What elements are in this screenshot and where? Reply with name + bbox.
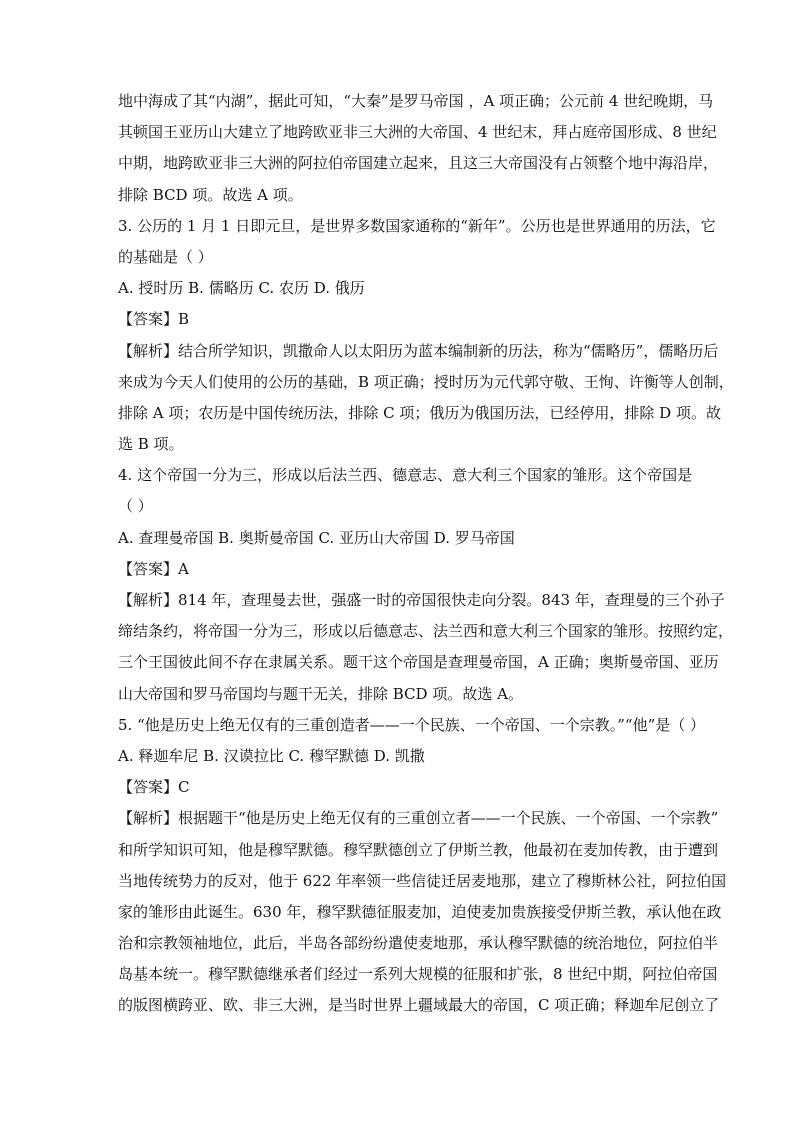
question-text: 3. 公历的 1 月 1 日即元旦，是世界多数国家通称的“新年”。公历也是世界通用的历法，它 [118,216,716,235]
document-page [118,86,734,1022]
question-text: 的基础是（ ） [118,247,213,266]
text-line: 地中海成了其“内湖”，据此可知，“大秦”是罗马帝国 ，A 项正确；公元前 4 世纪晚期，马 [118,92,714,110]
analysis-text: 缔结条约，将帝国一分为三，形成以后德意志、法兰西和意大利三个国家的雏形。按照约定， [118,622,734,641]
answer-options: A. 查理曼帝国 B. 奥斯曼帝国 C. 亚历山大帝国 D. 罗马帝国 [118,528,515,547]
answer-options: A. 释迦牟尼 B. 汉谟拉比 C. 穆罕默德 D. 凯撒 [118,746,425,765]
analysis-text: 来成为今天人们使用的公历的基础，B 项正确；授时历为元代郭守敬、王恂、许衡等人创制， [118,372,734,391]
analysis-text: 家的雏形由此诞生。630 年，穆罕默德征服麦加，迫使麦加贵族接受伊斯兰教，承认他在政 [118,902,722,921]
analysis-text: 当地传统势力的反对，他于 622 年率领一些信徒迁居麦地那，建立了穆斯林公社，阿拉伯国 [118,871,727,890]
analysis-text: 岛基本统一。穆罕默德继承者们经过一系列大规模的征服和扩张，8 世纪中期，阿拉伯帝国 [118,965,718,984]
analysis-text: 的版图横跨亚、欧、非三大洲，是当时世界上疆域最大的帝国，C 项正确；释迦牟尼创立了 [118,996,720,1015]
answer-label: 【答案】C [118,778,190,797]
text-line: 排除 BCD 项。故选 A 项。 [118,185,303,204]
question-text: （ ） [118,497,153,516]
question-5 [118,710,727,1022]
analysis-text: 排除 A 项；农历是中国传统历法，排除 C 项；俄历为俄国历法，已经停用，排除 D 项。故 [118,403,721,422]
analysis-text: 选 B 项。 [118,435,184,454]
analysis-text: 【解析】结合所学知识，凯撒命人以太阳历为蓝本编制新的历法，称为“儒略历”，儒略历后 [118,341,719,360]
question-text: 5. “他是历史上绝无仅有的三重创造者——一个民族、一个帝国、一个宗教。”“他”是（ ） [118,715,706,734]
answer-options: A. 授时历 B. 儒略历 C. 农历 D. 俄历 [118,279,365,298]
question-text: 4. 这个帝国一分为三，形成以后法兰西、德意志、意大利三个国家的雏形。这个帝国是 [118,466,693,485]
analysis-text: 【解析】814 年，查理曼去世，强盛一时的帝国很快走向分裂。843 年，查理曼的三个孙子 [118,591,725,609]
analysis-text: 和所学知识可知，他是穆罕默德。穆罕默德创立了伊斯兰教，他最初在麦加传教，由于遭到 [118,840,719,859]
question-4 [118,460,734,710]
answer-label: 【答案】B [118,310,190,329]
analysis-text: 山大帝国和罗马帝国均与题干无关，排除 BCD 项。故选 A。 [118,684,523,703]
previous-analysis-continuation [118,86,719,211]
text-line: 中期，地跨欧亚非三大洲的阿拉伯帝国建立起来，且这三大帝国没有占领整个地中海沿岸， [118,154,719,173]
text-line: 其顿国王亚历山大建立了地跨欧亚非三大洲的大帝国、4 世纪末，拜占庭帝国形成、8 世纪 [118,123,717,142]
analysis-text: 三个王国彼此间不存在隶属关系。题干这个帝国是查理曼帝国，A 正确；奥斯曼帝国、亚历 [118,653,719,672]
analysis-text: 治和宗教领袖地位，此后，半岛各部纷纷遣使麦地那，承认穆罕默德的统治地位，阿拉伯半 [118,934,719,953]
analysis-text: 【解析】根据题干“他是历史上绝无仅有的三重创立者——一个民族、一个帝国、一个宗教” [118,809,719,828]
answer-label: 【答案】A [118,559,189,578]
question-3 [118,211,734,461]
